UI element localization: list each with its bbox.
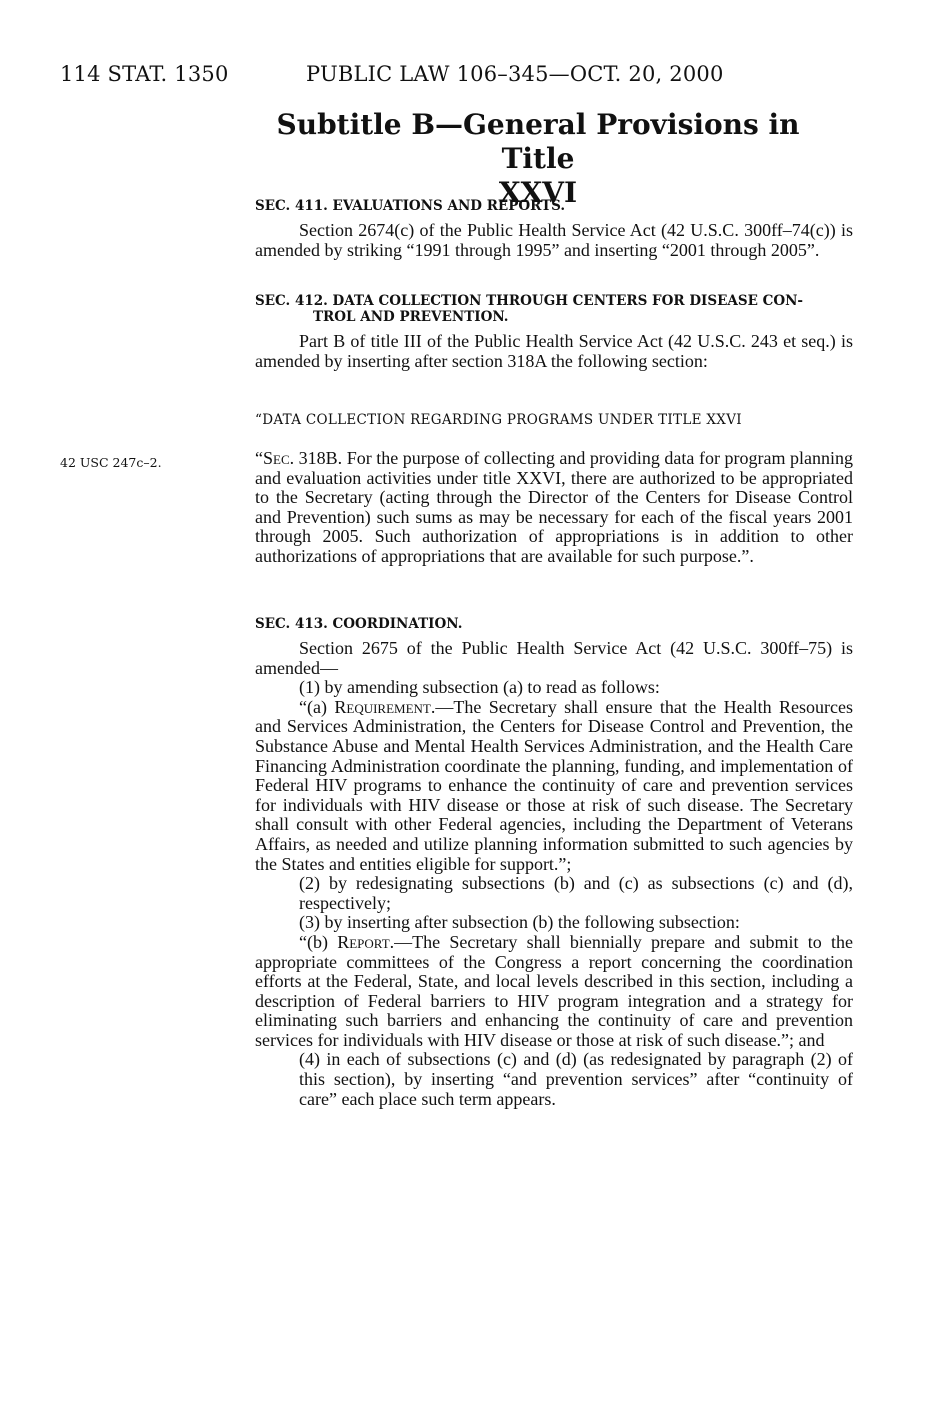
section-318b-text — [255, 449, 853, 567]
report-text: .—The Secretary shall biennially prepare and submit to the appropriate committees of the Congress a report concerning the coordination efforts at the Federal, State, and local levels described in this section, including a description of Federal barriers to HIV program integration and a strategy for eliminating such barriers and enhancing the continuity of care and prevention services for individuals with HIV disease or those at risk of such disease.”; and — [255, 931, 853, 1050]
section-413-item-2-text: (2) by redesignating subsections (b) and (c) as subsections (c) and (d), respectively; — [299, 873, 853, 913]
section-413-item-2 — [255, 874, 853, 913]
requirement-paragraph — [255, 698, 853, 874]
report-label: Report — [337, 931, 390, 952]
section-411-text: Section 2674(c) of the Public Health Service Act (42 U.S.C. 300ff–74(c)) is amended by striking “1991 through 1995” and inserting “2001 through 2005”. — [255, 220, 853, 260]
section-411-heading: SEC. 411. EVALUATIONS AND REPORTS. — [255, 198, 566, 214]
section-413-item-4: (4) in each of subsections (c) and (d) (as redesignated by paragraph (2) of this section), by inserting “and prevention services” after “continuity of care” each place such term appears. — [299, 1049, 853, 1109]
subtitle-heading — [252, 108, 824, 210]
section-413-item-3: (3) by inserting after subsection (b) the following subsection: — [299, 912, 740, 933]
section-413-heading: SEC. 413. COORDINATION. — [255, 616, 463, 632]
section-412-heading-line-2: TROL AND PREVENTION. — [313, 309, 509, 325]
new-section-heading: “DATA COLLECTION REGARDING PROGRAMS UNDER TITLE XXVI — [255, 412, 742, 428]
report-lead: “(b) — [299, 931, 338, 952]
requirement-lead: “(a) — [299, 696, 335, 717]
requirement-label: Requirement — [334, 696, 431, 717]
law-reference: PUBLIC LAW 106–345—OCT. 20, 2000 — [306, 62, 724, 86]
running-head — [60, 62, 760, 86]
subtitle-line-2: XXVI — [498, 176, 578, 209]
section-318b-body: 318B. For the purpose of collecting and providing data for program planning and evaluation activities under title XXVI, there are authorized to be appropriated to the Secretary (acting through the Director of the Centers for Disease Control and Prevention) such sums as may be necessary for each of the fiscal years 2001 through 2005. Such authorization of appropriations is in addition to other authorizations of appropriations that are available for such purpose.”. — [255, 448, 853, 566]
new-section-heading-block — [255, 412, 853, 428]
section-318b — [255, 449, 853, 567]
section-318b-lead: “Sec. — [255, 448, 295, 468]
report-paragraph — [255, 933, 853, 1051]
section-411 — [255, 198, 853, 260]
section-413 — [255, 616, 853, 1109]
section-412-heading — [255, 293, 853, 325]
section-413-item-1: (1) by amending subsection (a) to read as follows: — [299, 677, 660, 698]
page-id: 114 STAT. 1350 — [60, 62, 229, 86]
section-412 — [255, 293, 853, 371]
section-412-text: Part B of title III of the Public Health Service Act (42 U.S.C. 243 et seq.) is amended by inserting after section 318A the following section: — [255, 331, 853, 371]
requirement-text: .—The Secretary shall ensure that the Health Resources and Services Administration, the Centers for Disease Control and Prevention, the Substance Abuse and Mental Health Services Administration, and the Health Care Financing Administration coordinate the planning, funding, and implementation of Federal HIV programs to enhance the continuity of care and prevention services for individuals with HIV disease or those at risk of such disease. The Secretary shall consult with other Federal agencies, including the Department of Veterans Affairs, as needed and utilize planning information submitted to such agencies by the States and entities eligible for support.”; — [255, 696, 854, 874]
section-412-heading-line-1: SEC. 412. DATA COLLECTION THROUGH CENTERS FOR DISEASE CON- — [255, 293, 804, 309]
section-413-intro: Section 2675 of the Public Health Service Act (42 U.S.C. 300ff–75) is amended— — [255, 638, 853, 678]
subtitle-line-1: Subtitle B—General Provisions in Title — [276, 108, 800, 175]
margin-note: 42 USC 247c–2. — [60, 455, 162, 470]
